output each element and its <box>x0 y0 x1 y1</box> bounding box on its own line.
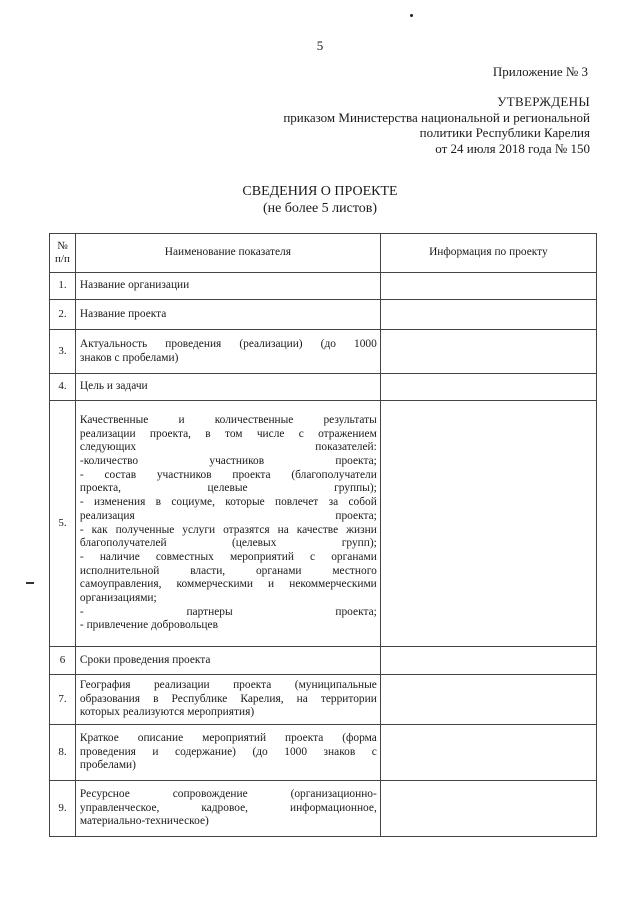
table-row <box>50 675 597 725</box>
indicator-text <box>76 730 380 775</box>
indicator-text-line: организациями; <box>79 592 157 605</box>
indicator-text <box>76 336 380 367</box>
row-number: 9. <box>50 781 76 837</box>
indicator-name <box>75 725 380 781</box>
column-header-indicator: Наименование показателя <box>75 234 380 273</box>
indicator-text <box>76 412 380 635</box>
indicator-text <box>76 652 380 670</box>
margin-mark <box>26 582 34 584</box>
row-number: 6 <box>50 647 76 675</box>
indicator-text-line: - партнеры проекта; <box>79 605 377 618</box>
row-number: 5. <box>50 401 76 647</box>
indicator-text-line: реализации проекта, в том числе с отражением <box>79 427 377 440</box>
indicator-text-line: проведения и содержание) (до 1000 знаков с <box>79 745 377 758</box>
row-number: 8. <box>50 725 76 781</box>
indicator-name <box>75 781 380 837</box>
indicator-text-line: исполнительной власти, органами местного <box>79 564 377 577</box>
indicator-text <box>76 306 380 324</box>
project-info-field[interactable] <box>380 330 596 374</box>
indicator-text-line: - как полученные услуги отразятся на качестве жизни <box>79 523 377 536</box>
indicator-text <box>76 677 380 722</box>
indicator-name <box>75 273 380 300</box>
page-number: 5 <box>316 38 324 53</box>
indicator-text <box>76 277 380 295</box>
indicator-text-line: материально-техническое) <box>79 815 209 828</box>
indicator-text-line: Цель и задачи <box>79 380 148 393</box>
column-header-number-line1: № <box>57 240 68 252</box>
row-number: 7. <box>50 675 76 725</box>
project-info-field[interactable] <box>380 401 596 647</box>
project-info-field[interactable] <box>380 647 596 675</box>
indicator-name <box>75 374 380 401</box>
approval-block <box>283 94 590 156</box>
column-header-number-line2: п/п <box>55 253 70 265</box>
approved-line-2: политики Республики Карелия <box>419 125 590 140</box>
indicator-text-line: Качественные и количественные результаты <box>79 413 377 426</box>
indicator-text-line: реализация проекта; <box>79 509 377 522</box>
column-header-number <box>50 234 76 273</box>
indicator-name <box>75 647 380 675</box>
project-info-table <box>49 233 597 837</box>
indicator-name <box>75 675 380 725</box>
row-number: 2. <box>50 300 76 330</box>
indicator-text-line: - состав участников проекта (благополучатели <box>79 468 377 481</box>
indicator-text-line: Название организации <box>79 279 190 292</box>
indicator-text-line: пробелами) <box>79 759 136 772</box>
table-row <box>50 781 597 837</box>
indicator-text-line: - привлечение добровольцев <box>79 619 218 632</box>
indicator-text-line: Краткое описание мероприятий проекта (форма <box>79 731 377 744</box>
table-header-row <box>50 234 597 273</box>
indicator-text-line: -количество участников проекта; <box>79 454 377 467</box>
indicator-text-line: которых реализуются мероприятия) <box>79 706 255 719</box>
indicator-text-line: География реализации проекта (муниципальные <box>79 678 377 691</box>
indicator-name <box>75 401 380 647</box>
project-info-field[interactable] <box>380 300 596 330</box>
indicator-text-line: образования в Республике Карелия, на территории <box>79 692 377 705</box>
row-number: 1. <box>50 273 76 300</box>
row-number: 3. <box>50 330 76 374</box>
table-row <box>50 401 597 647</box>
table-row <box>50 273 597 300</box>
row-number: 4. <box>50 374 76 401</box>
indicator-text-line: Сроки проведения проекта <box>79 653 211 666</box>
indicator-text <box>76 786 380 831</box>
indicator-text-line: следующих показателей: <box>79 441 377 454</box>
document-title: СВЕДЕНИЯ О ПРОЕКТЕ <box>242 184 398 199</box>
indicator-name <box>75 300 380 330</box>
indicator-text-line: Актуальность проведения (реализации) (до 1000 <box>79 337 377 350</box>
scan-speck <box>410 14 413 17</box>
indicator-text-line: знаков с пробелами) <box>79 351 179 364</box>
indicator-text-line: управленческое, кадровое, информационное, <box>79 801 377 814</box>
project-info-field[interactable] <box>380 374 596 401</box>
indicator-text-line: проекта, целевые группы); <box>79 482 377 495</box>
indicator-text <box>76 378 380 396</box>
approved-line-1: приказом Министерства национальной и региональной <box>283 109 590 125</box>
indicator-text-line: - наличие совместных мероприятий с органами <box>79 550 377 563</box>
table-row <box>50 647 597 675</box>
table-row <box>50 374 597 401</box>
approved-title: УТВЕРЖДЕНЫ <box>497 94 590 109</box>
table-row <box>50 300 597 330</box>
project-info-field[interactable] <box>380 781 596 837</box>
project-info-field[interactable] <box>380 273 596 300</box>
indicator-text-line: Название проекта <box>79 307 167 320</box>
table-row <box>50 725 597 781</box>
indicator-text-line: самоуправления, коммерческими и некоммерческими <box>79 578 377 591</box>
document-title-block <box>0 183 640 217</box>
project-info-field[interactable] <box>380 725 596 781</box>
project-info-field[interactable] <box>380 675 596 725</box>
document-subtitle: (не более 5 листов) <box>262 201 378 216</box>
appendix-label: Приложение № 3 <box>492 64 588 79</box>
indicator-text-line: благополучателей (целевых групп); <box>79 537 377 550</box>
indicator-text-line: Ресурсное сопровождение (организационно- <box>79 787 377 800</box>
indicator-name <box>75 330 380 374</box>
column-header-project-info: Информация по проекту <box>380 234 596 273</box>
table-body <box>50 273 597 837</box>
approved-line-3: от 24 июля 2018 года № 150 <box>435 140 590 156</box>
indicator-text-line: - изменения в социуме, которые повлечет за собой <box>79 496 377 509</box>
table-row <box>50 330 597 374</box>
